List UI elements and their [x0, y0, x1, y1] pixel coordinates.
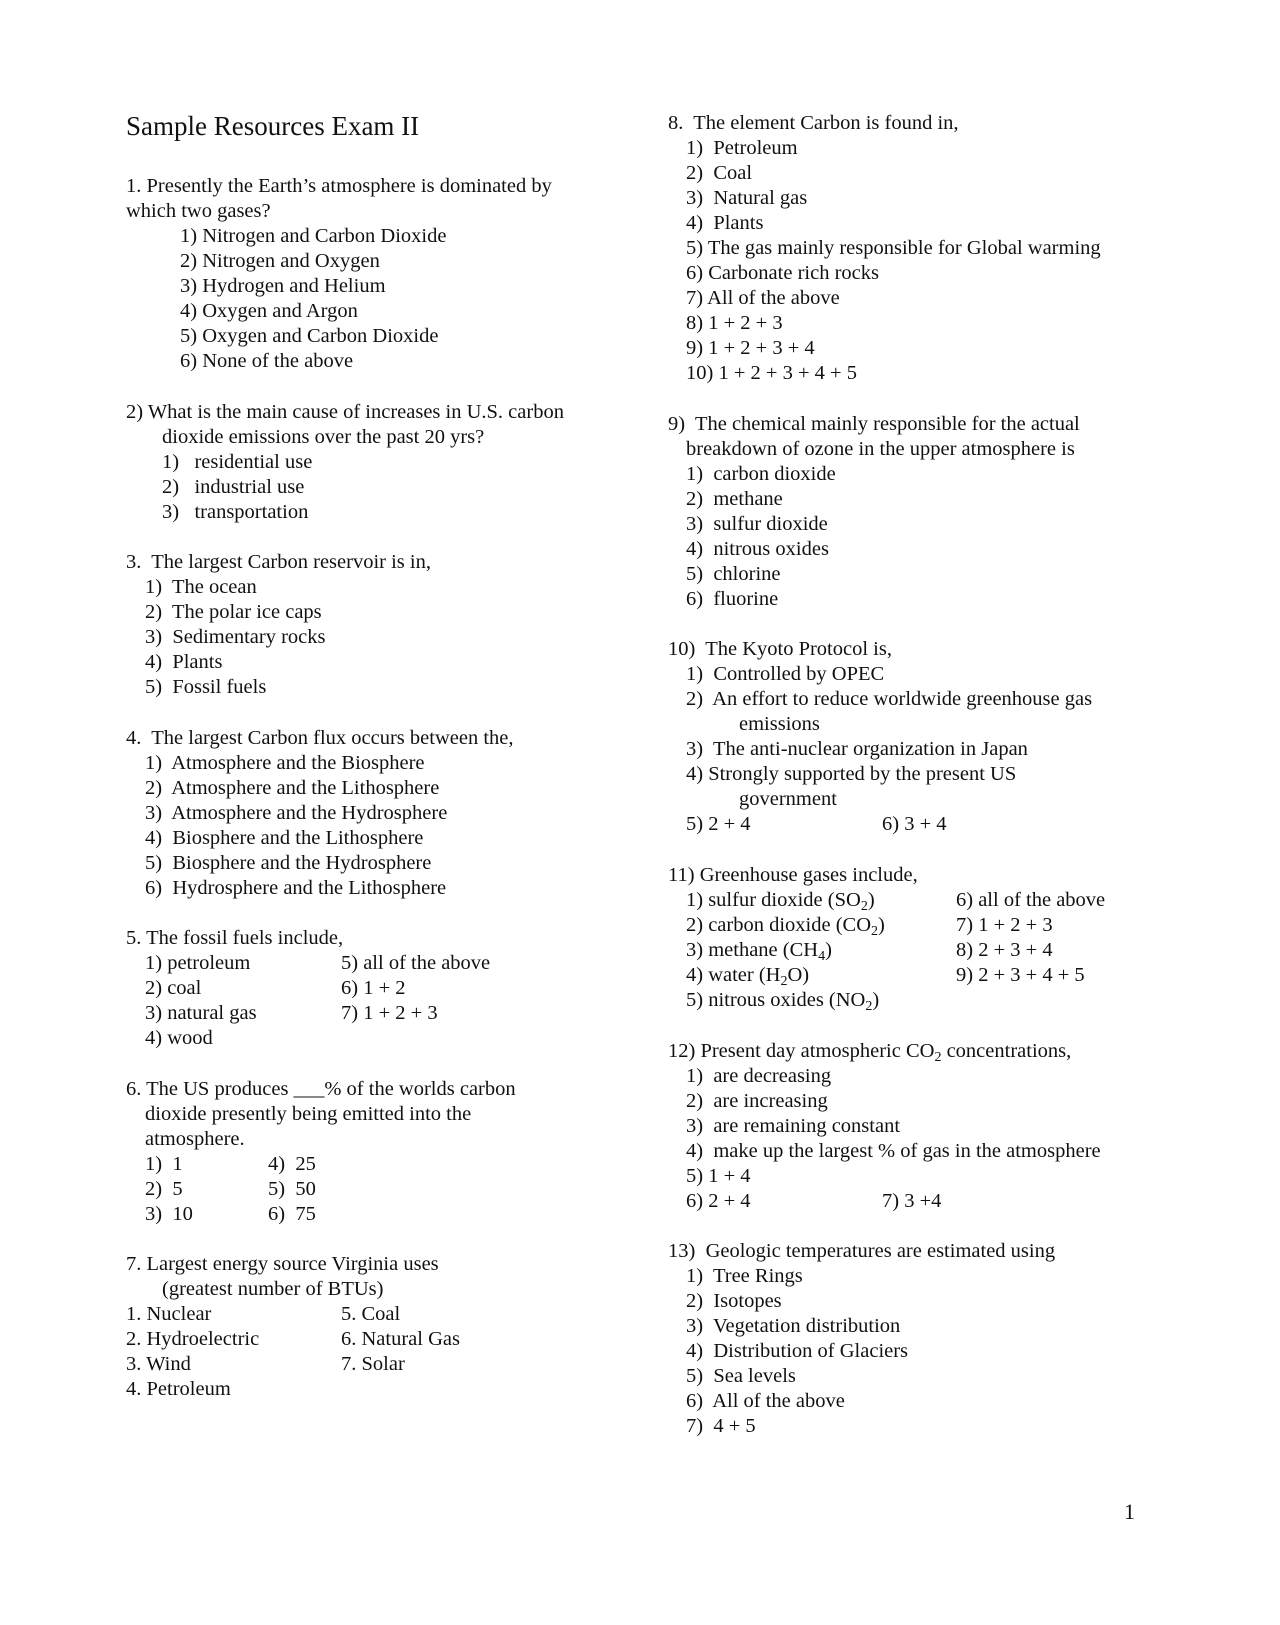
- answer-option: 3) are remaining constant: [686, 1115, 901, 1137]
- answer-option: 2) 5: [145, 1178, 183, 1200]
- answer-option: 2) Atmosphere and the Lithosphere: [145, 777, 440, 799]
- answer-blank: ___: [293, 1078, 325, 1100]
- page-title: Sample Resources Exam II: [126, 111, 420, 141]
- answer-option: 5) Oxygen and Carbon Dioxide: [180, 325, 439, 347]
- page-number: 1: [1124, 1499, 1135, 1524]
- subscript: 2: [865, 999, 873, 1014]
- answer-option: 3) Vegetation distribution: [686, 1315, 901, 1337]
- answer-option: 5) 50: [268, 1178, 316, 1200]
- answer-option: 5) 1 + 4: [686, 1165, 751, 1187]
- answer-option: 4) nitrous oxides: [686, 538, 829, 560]
- option-text: ): [878, 914, 885, 936]
- answer-option: 3) Sedimentary rocks: [145, 626, 326, 648]
- answer-option: 3) Atmosphere and the Hydrosphere: [145, 802, 448, 824]
- answer-option: 5) 2 + 4: [686, 813, 751, 835]
- answer-option: 2) are increasing: [686, 1090, 828, 1112]
- answer-option: 6) 3 + 4: [882, 813, 947, 835]
- answer-option: 2. Hydroelectric: [126, 1328, 260, 1350]
- question-stem: 4. The largest Carbon flux occurs between the,: [126, 727, 514, 749]
- subscript: 2: [871, 924, 879, 939]
- answer-option: 2) coal: [145, 977, 202, 999]
- answer-option: 3) Natural gas: [686, 187, 808, 209]
- answer-option: 4) Plants: [686, 212, 764, 234]
- question-stem-part: 6. The US produces: [126, 1078, 294, 1100]
- answer-option: 2) Nitrogen and Oxygen: [180, 250, 380, 272]
- answer-option: 5) chlorine: [686, 563, 781, 585]
- answer-option: 1) 1: [145, 1153, 183, 1175]
- answer-option: 4) wood: [145, 1027, 213, 1049]
- answer-option: 2) methane: [686, 488, 783, 510]
- option-text: 2) carbon dioxide (CO: [686, 914, 872, 936]
- answer-option: 2) An effort to reduce worldwide greenhouse gas: [686, 688, 1093, 710]
- answer-option: 6) Hydrosphere and the Lithosphere: [145, 877, 447, 899]
- answer-option: 2) industrial use: [162, 476, 305, 498]
- answer-option: 7. Solar: [341, 1353, 405, 1375]
- answer-option: 6) 1 + 2: [341, 977, 406, 999]
- question-stem: 3. The largest Carbon reservoir is in,: [126, 551, 431, 573]
- answer-option: 2) Isotopes: [686, 1290, 782, 1312]
- answer-option: 1) residential use: [162, 451, 313, 473]
- question-stem: dioxide emissions over the past 20 yrs?: [162, 426, 485, 448]
- answer-option: 4) Plants: [145, 651, 223, 673]
- answer-option: 6) 2 + 4: [686, 1190, 751, 1212]
- answer-option: 6. Natural Gas: [341, 1328, 460, 1350]
- answer-option: 4. Petroleum: [126, 1378, 231, 1400]
- question-stem: 10) The Kyoto Protocol is,: [668, 638, 892, 660]
- answer-option: 4) Distribution of Glaciers: [686, 1340, 909, 1362]
- answer-option: 3) Hydrogen and Helium: [180, 275, 386, 297]
- question-stem-part: % of the worlds carbon: [324, 1078, 516, 1100]
- answer-option: 3) transportation: [162, 501, 309, 523]
- question-stem: (greatest number of BTUs): [162, 1278, 384, 1300]
- question-stem: atmosphere.: [145, 1128, 245, 1150]
- question-stem: 11) Greenhouse gases include,: [668, 864, 918, 886]
- question-stem: 9) The chemical mainly responsible for the actual: [668, 413, 1080, 435]
- answer-option: 10) 1 + 2 + 3 + 4 + 5: [686, 362, 857, 384]
- subscript: 2: [860, 899, 868, 914]
- question-stem: [668, 1039, 1071, 1063]
- answer-option: [686, 913, 885, 937]
- option-text: 5) nitrous oxides (NO: [686, 989, 866, 1011]
- answer-option: 1) Tree Rings: [686, 1265, 803, 1287]
- question-stem: dioxide presently being emitted into the: [145, 1103, 472, 1125]
- option-text: ): [825, 939, 832, 961]
- answer-option: 6) None of the above: [180, 350, 354, 372]
- answer-option: 7) 3 +4: [882, 1190, 942, 1212]
- answer-option: 1) carbon dioxide: [686, 463, 836, 485]
- option-text: 1) sulfur dioxide (SO: [686, 889, 861, 911]
- answer-option: 4) make up the largest % of gas in the atmosphere: [686, 1140, 1101, 1162]
- answer-option: 5) Sea levels: [686, 1365, 796, 1387]
- subscript: 4: [818, 949, 826, 964]
- answer-option: 6) 75: [268, 1203, 316, 1225]
- question-stem: 13) Geologic temperatures are estimated using: [668, 1240, 1056, 1262]
- answer-option: 9) 1 + 2 + 3 + 4: [686, 337, 815, 359]
- answer-option: 2) The polar ice caps: [145, 601, 322, 623]
- answer-option: 6) fluorine: [686, 588, 779, 610]
- answer-option: 3) natural gas: [145, 1002, 257, 1024]
- answer-option: emissions: [739, 713, 820, 735]
- option-text: ): [867, 889, 875, 911]
- answer-option: 3) 10: [145, 1203, 193, 1225]
- answer-option: 8) 2 + 3 + 4: [956, 939, 1053, 961]
- answer-option: government: [739, 788, 837, 810]
- answer-option: 7) 1 + 2 + 3: [956, 914, 1053, 936]
- answer-option: 1) Controlled by OPEC: [686, 663, 885, 685]
- answer-option: 1) Nitrogen and Carbon Dioxide: [180, 225, 447, 247]
- answer-option: 5) Biosphere and the Hydrosphere: [145, 852, 432, 874]
- answer-option: 1. Nuclear: [126, 1303, 212, 1325]
- answer-option: [686, 938, 832, 962]
- answer-option: 4) Biosphere and the Lithosphere: [145, 827, 424, 849]
- question-stem: 7. Largest energy source Virginia uses: [126, 1253, 439, 1275]
- answer-option: 4) 25: [268, 1153, 316, 1175]
- answer-option: 9) 2 + 3 + 4 + 5: [956, 964, 1085, 986]
- answer-option: 1) Atmosphere and the Biosphere: [145, 752, 425, 774]
- answer-option: [686, 963, 809, 987]
- question-stem: 8. The element Carbon is found in,: [668, 112, 959, 134]
- answer-option: 3) The anti-nuclear organization in Japan: [686, 738, 1028, 760]
- answer-option: 4) Strongly supported by the present US: [686, 763, 1017, 785]
- answer-option: [686, 988, 879, 1012]
- answer-option: 7) 4 + 5: [686, 1415, 756, 1437]
- answer-option: 5) all of the above: [341, 952, 491, 974]
- answer-option: 3. Wind: [126, 1353, 191, 1375]
- answer-option: 1) are decreasing: [686, 1065, 832, 1087]
- subscript: 2: [780, 974, 788, 989]
- option-text: ): [872, 989, 880, 1011]
- answer-option: 8) 1 + 2 + 3: [686, 312, 783, 334]
- answer-option: 2) Coal: [686, 162, 753, 184]
- answer-option: 1) The ocean: [145, 576, 257, 598]
- question-stem-part: 12) Present day atmospheric CO: [668, 1040, 935, 1062]
- answer-option: 5) The gas mainly responsible for Global warming: [686, 237, 1101, 259]
- answer-option: 6) all of the above: [956, 889, 1106, 911]
- answer-option: 3) sulfur dioxide: [686, 513, 828, 535]
- answer-option: [686, 888, 875, 912]
- question-stem: 2) What is the main cause of increases in U.S. carbon: [126, 401, 564, 423]
- question-stem: 5. The fossil fuels include,: [126, 927, 344, 949]
- answer-option: 1) Petroleum: [686, 137, 798, 159]
- option-text: 3) methane (CH: [686, 939, 819, 961]
- answer-option: 4) Oxygen and Argon: [180, 300, 358, 322]
- question-stem: 1. Presently the Earth’s atmosphere is dominated by: [126, 175, 552, 197]
- answer-option: 7) 1 + 2 + 3: [341, 1002, 438, 1024]
- option-text: O): [787, 964, 810, 986]
- option-text: 4) water (H: [686, 964, 781, 986]
- question-stem-part: concentrations,: [941, 1040, 1072, 1062]
- question-stem: breakdown of ozone in the upper atmosphere is: [686, 438, 1075, 460]
- answer-option: 7) All of the above: [686, 287, 840, 309]
- answer-option: 6) All of the above: [686, 1390, 845, 1412]
- answer-option: 5. Coal: [341, 1303, 401, 1325]
- answer-option: 5) Fossil fuels: [145, 676, 267, 698]
- answer-option: 6) Carbonate rich rocks: [686, 262, 879, 284]
- question-stem: which two gases?: [126, 200, 271, 222]
- question-stem: [126, 1077, 516, 1101]
- subscript: 2: [934, 1050, 942, 1065]
- answer-option: 1) petroleum: [145, 952, 251, 974]
